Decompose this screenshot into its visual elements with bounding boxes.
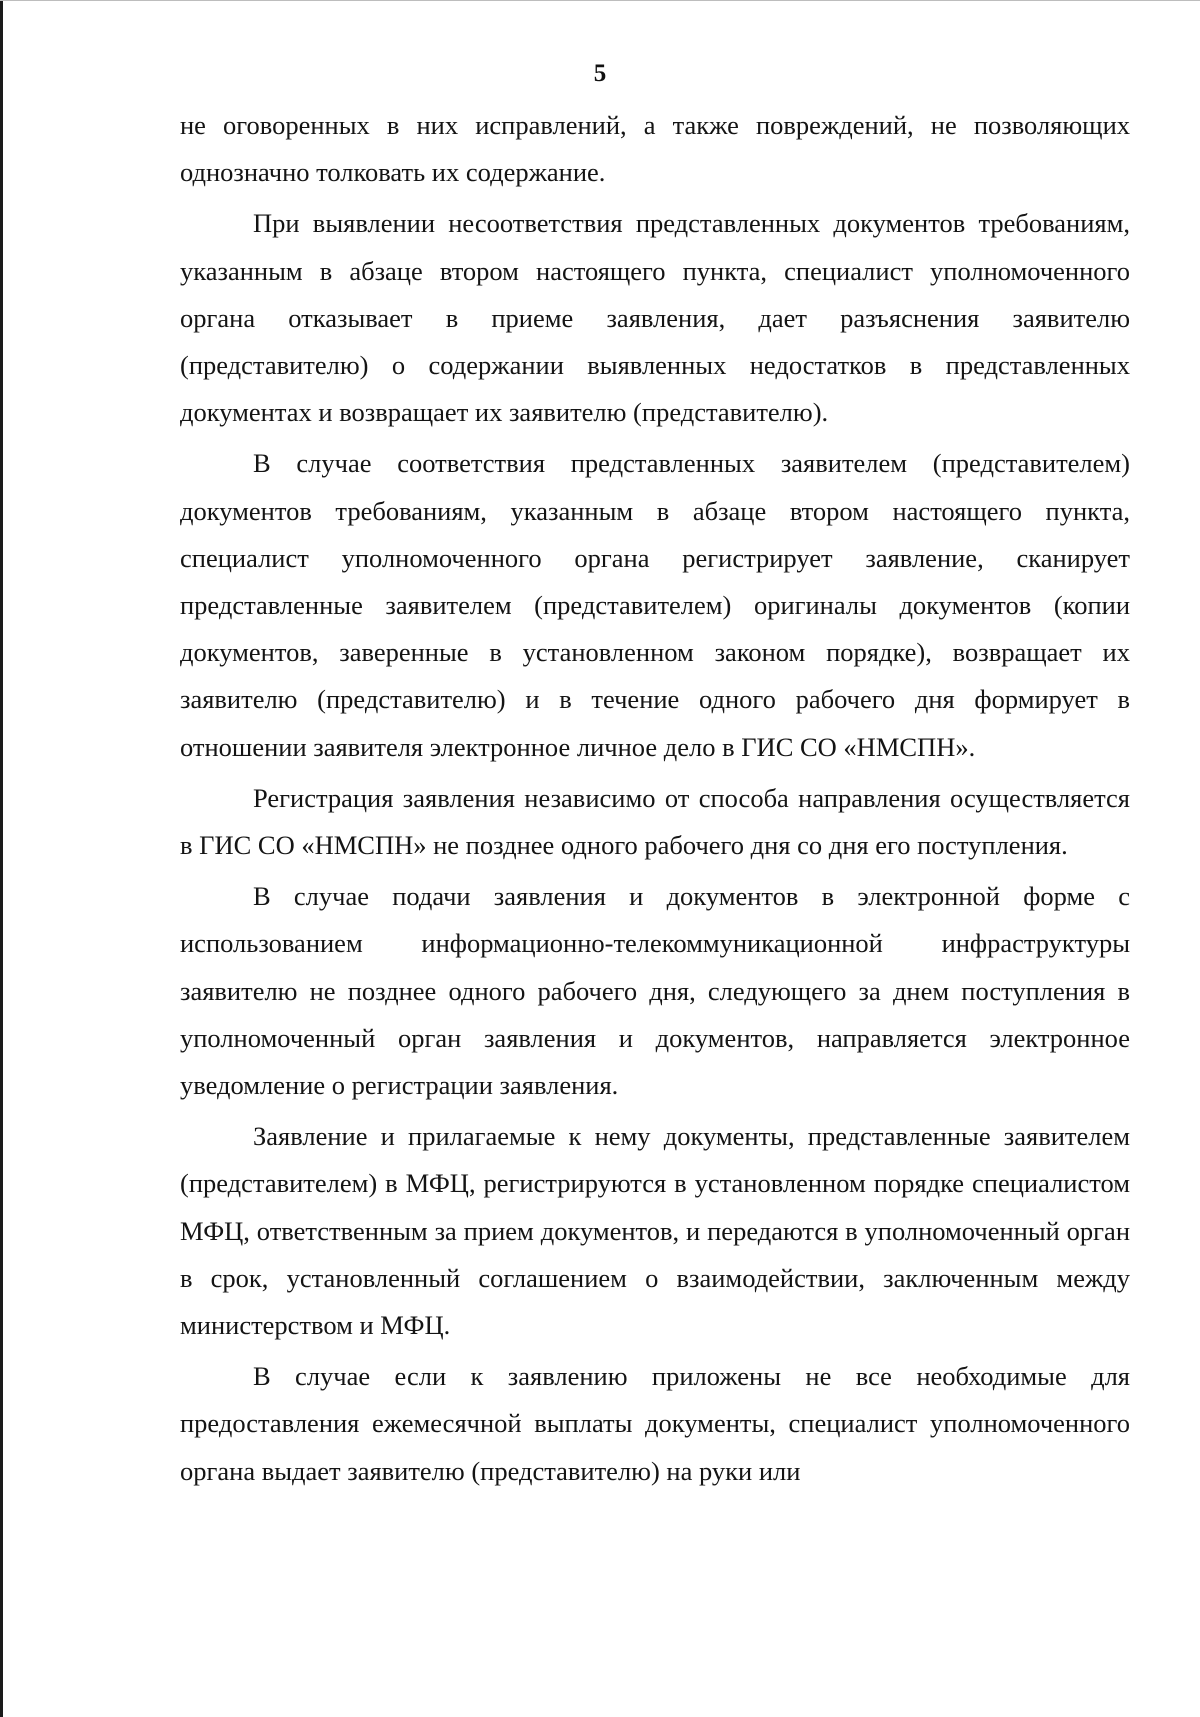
paragraph-2: При выявлении несоответствия представленных документов требованиям, указанным в абзаце втором настоящего пункта, специалист уполномоченного органа отказывает в приеме заявления, дает разъяснения заявителю (представителю) о содержании выявленных недостатков в представленных документах и возвращает их заявителю (представителю). (180, 208, 1130, 428)
paragraph-1: не оговоренных в них исправлений, а также повреждений, не позволяющих однозначно толковать их содержание. (180, 110, 1130, 188)
scan-edge-top (0, 0, 1200, 1)
page-number: 5 (593, 60, 607, 87)
scan-edge-left (0, 0, 3, 1717)
document-body (180, 102, 1130, 1499)
paragraph-7: В случае если к заявлению приложены не все необходимые для предоставления ежемесячной выплаты документы, специалист уполномоченного органа выдает заявителю (представителю) на руки или (180, 1361, 1130, 1486)
paragraph-3: В случае соответствия представленных заявителем (представителем) документов требованиям, указанным в абзаце втором настоящего пункта, специалист уполномоченного органа регистрирует заявление, сканирует представленные заявителем (представителем) оригиналы документов (копии документов, заверенные в установленном законом порядке), возвращает их заявителю (представителю) и в течение одного рабочего дня формирует в отношении заявителя электронное личное дело в ГИС СО «НМСПН». (180, 448, 1130, 762)
paragraph-4: Регистрация заявления независимо от способа направления осуществляется в ГИС СО «НМСПН» не позднее одного рабочего дня со дня его поступления. (180, 782, 1130, 861)
paragraph-5: В случае подачи заявления и документов в электронной форме с использованием информационно-телекоммуникационной инфраструктуры заявителю не позднее одного рабочего дня, следующего за днем поступления в уполномоченный орган заявления и документов, направляется электронное уведомление о регистрации заявления. (180, 881, 1130, 1101)
paragraph-6: Заявление и прилагаемые к нему документы, представленные заявителем (представителем) в МФЦ, регистрируются в установленном порядке специалистом МФЦ, ответственным за прием документов, и передаются в уполномоченный орган в срок, установленный соглашением о взаимодействии, заключенным между министерством и МФЦ. (180, 1121, 1130, 1341)
